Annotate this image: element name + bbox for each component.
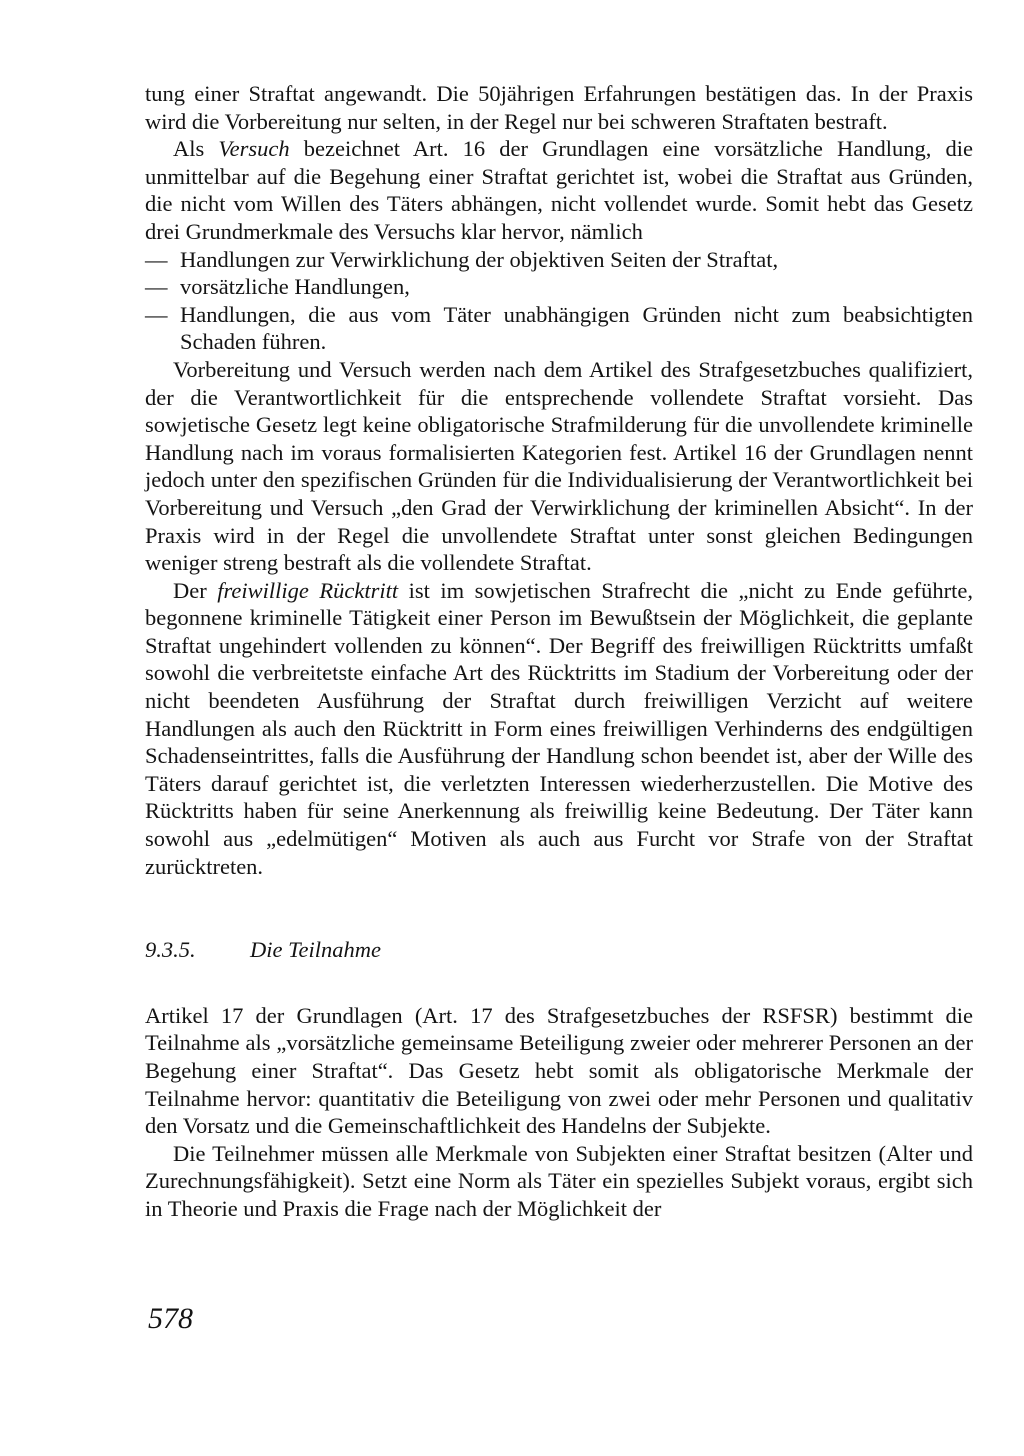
paragraph-ruecktritt [145,577,973,881]
section-heading [145,936,973,964]
list-item: — Handlungen zur Verwirklichung der objektiven Seiten der Straftat, [145,246,973,274]
paragraph-teilnahme: Artikel 17 der Grundlagen (Art. 17 des Strafgesetzbuches der RSFSR) bestimmt die Teilnahme als „vorsätzliche gemeinsame Beteiligung zweier oder mehrerer Personen an der Begehung einer Straftat“. Das Gesetz hebt somit als obligatorische Merkmale der Teilnahme hervor: quantitativ die Beteiligung von zwei oder mehr Personen und qualitativ den Vorsatz und die Gemeinschaftlichkeit des Handelns der Subjekte. [145,1002,973,1139]
paragraph-qualification: Vorbereitung und Versuch werden nach dem Artikel des Strafgesetzbuches qualifiziert, der die Verantwortlichkeit für die entsprechende vollendete Straftat vorsieht. Das sowjetische Gesetz legt keine obligatorische Strafmilderung für die unvollendete kriminelle Handlung nach im voraus formalisierten Kategorien fest. Artikel 16 der Grundlagen nennt jedoch unter den spezifischen Gründen für die Individualisierung der Verantwortlichkeit bei Vorbereitung und Versuch „den Grad der Verwirklichung der kriminellen Absicht“. In der Praxis wird in der Regel die unvollendete Straftat unter sonst gleichen Bedingungen weniger streng bestraft als die vollendete Straftat. [145,356,973,576]
paragraph-ruecktritt-prefix: Der [173,577,218,603]
section-number: 9.3.5. [145,937,196,963]
feature-list [145,246,973,356]
page-number: 578 [148,1302,193,1335]
paragraph-continuation: tung einer Straftat angewandt. Die 50jährigen Erfahrungen bestätigen das. In der Praxis wird die Vorbereitung nur selten, in der Regel nur bei schweren Straftaten bestraft. [145,81,973,134]
section-title: Die Teilnahme [250,937,382,963]
paragraph-versuch-text: bezeichnet Art. 16 der Grundlagen eine vorsätzliche Handlung, die unmittelbar auf die Begehung einer Straftat gerichtet ist, wobei die Straftat aus Gründen, die nicht vom Willen des Täters abhängen, nicht vollendet wurde. Somit hebt das Gesetz drei Grundmerkmale des Versuchs klar hervor, nämlich [145,136,973,244]
term-versuch: Versuch [218,136,290,162]
list-item: — vorsätzliche Handlungen, [145,273,973,301]
paragraph-ruecktritt-text: ist im sowjetischen Strafrecht die „nicht zu Ende geführte, begonnene kriminelle Tätigkeit einer Person im Bewußtsein der Möglichkeit, die geplante Straftat ungehindert vollenden zu können“. Der Begriff des freiwilligen Rücktritts umfaßt sowohl die verbreitetste einfache Art des Rücktritts im Stadium der Vorbereitung oder der nicht beendeten Ausführung der Straftat durch freiwilligen Verzicht auf weitere Handlungen als auch den Rücktritt in Form eines freiwilligen Verhinderns des endgültigen Schadenseintrittes, falls die Ausführung der Handlung schon beendet ist, aber der Wille des Täters darauf gerichtet ist, die verletzten Interessen wiederherzustellen. Die Motive des Rücktritts haben für seine Anerkennung als freiwillig keine Bedeutung. Der Täter kann sowohl aus „edelmütigen“ Motiven als auch aus Furcht vor Strafe von der Straftat zurücktreten. [145,577,974,879]
page-body [145,80,973,1223]
list-item: — Handlungen, die aus vom Täter unabhängigen Gründen nicht zum beabsichtigten Schaden führen. [145,301,973,356]
term-freiwilliger-ruecktritt: freiwillige Rücktritt [217,577,399,603]
paragraph-versuch [145,135,973,245]
paragraph-teilnehmer: Die Teilnehmer müssen alle Merkmale von Subjekten einer Straftat besitzen (Alter und Zurechnungsfähigkeit). Setzt eine Norm als Täter ein spezielles Subjekt voraus, ergibt sich in Theorie und Praxis die Frage nach der Möglichkeit der [145,1140,973,1221]
paragraph-versuch-prefix: Als [173,136,219,162]
